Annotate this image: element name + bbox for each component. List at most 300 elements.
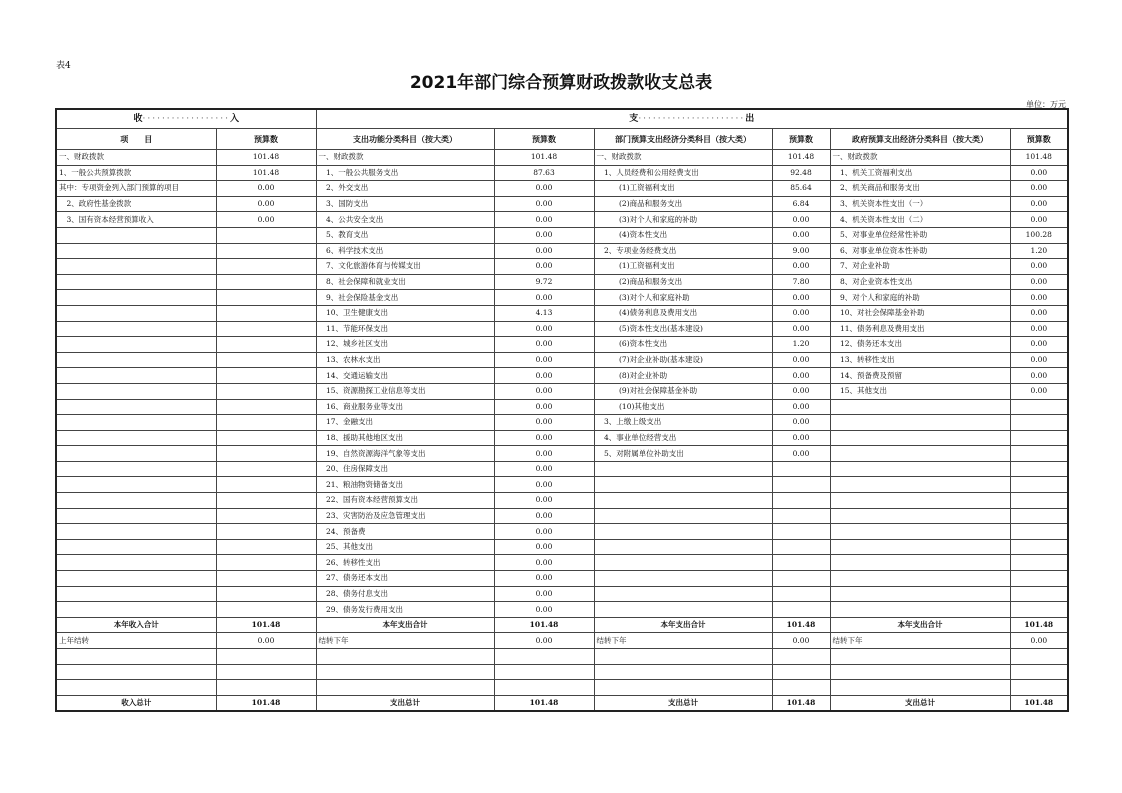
- value-cell: 9.72: [494, 274, 594, 290]
- header-cell: 支出功能分类科目（按大类）: [316, 129, 494, 150]
- value-cell: 0.00: [1010, 305, 1068, 321]
- table-row: [56, 305, 1068, 321]
- value-cell: 0.00: [494, 337, 594, 353]
- year-total-row: [56, 617, 1068, 633]
- value-cell: 0.00: [772, 259, 830, 275]
- table-row: [56, 493, 1068, 509]
- label-cell: [56, 649, 216, 665]
- value-cell: 101.48: [1010, 617, 1068, 633]
- value-cell: [216, 477, 316, 493]
- label-cell: 一、财政拨款: [594, 150, 772, 166]
- value-cell: 0.00: [1010, 259, 1068, 275]
- value-cell: 4.13: [494, 305, 594, 321]
- label-cell: [830, 446, 1010, 462]
- value-cell: 9.00: [772, 243, 830, 259]
- header-cell: 预算数: [494, 129, 594, 150]
- value-cell: 0.00: [772, 633, 830, 649]
- value-cell: [772, 539, 830, 555]
- label-cell: 26、转移性支出: [316, 555, 494, 571]
- value-cell: [216, 321, 316, 337]
- table-row: [56, 181, 1068, 197]
- label-cell: [830, 524, 1010, 540]
- value-cell: 0.00: [494, 602, 594, 618]
- label-cell: (9)对社会保障基金补助: [594, 383, 772, 399]
- label-cell: (5)资本性支出(基本建设): [594, 321, 772, 337]
- label-cell: [56, 539, 216, 555]
- label-cell: 结转下年: [830, 633, 1010, 649]
- value-cell: [216, 243, 316, 259]
- label-cell: 9、社会保险基金支出: [316, 290, 494, 306]
- header-cell: 预算数: [1010, 129, 1068, 150]
- value-cell: [216, 539, 316, 555]
- label-cell: [830, 571, 1010, 587]
- value-cell: [216, 680, 316, 696]
- table-row: [56, 274, 1068, 290]
- value-cell: 0.00: [772, 415, 830, 431]
- value-cell: 0.00: [772, 383, 830, 399]
- table-row: [56, 196, 1068, 212]
- table-row: [56, 430, 1068, 446]
- label-cell: [56, 352, 216, 368]
- value-cell: 101.48: [1010, 695, 1068, 711]
- table-row: [56, 227, 1068, 243]
- value-cell: 101.48: [772, 150, 830, 166]
- label-cell: [316, 649, 494, 665]
- label-cell: 2、政府性基金拨款: [56, 196, 216, 212]
- label-cell: 本年支出合计: [316, 617, 494, 633]
- value-cell: [216, 555, 316, 571]
- label-cell: [594, 477, 772, 493]
- expense-caption: 支······················出: [316, 109, 1068, 129]
- value-cell: 0.00: [1010, 165, 1068, 181]
- value-cell: 0.00: [494, 383, 594, 399]
- value-cell: 0.00: [772, 368, 830, 384]
- label-cell: [56, 555, 216, 571]
- label-cell: 11、债务利息及费用支出: [830, 321, 1010, 337]
- label-cell: [830, 649, 1010, 665]
- value-cell: [1010, 430, 1068, 446]
- label-cell: 5、对附属单位补助支出: [594, 446, 772, 462]
- label-cell: 一、财政拨款: [830, 150, 1010, 166]
- value-cell: [216, 305, 316, 321]
- value-cell: [772, 602, 830, 618]
- label-cell: [56, 321, 216, 337]
- label-cell: [56, 508, 216, 524]
- label-cell: 17、金融支出: [316, 415, 494, 431]
- label-cell: [56, 602, 216, 618]
- value-cell: 0.00: [772, 352, 830, 368]
- value-cell: [216, 399, 316, 415]
- label-cell: [56, 446, 216, 462]
- label-cell: [830, 477, 1010, 493]
- label-cell: [56, 477, 216, 493]
- table-row: [56, 508, 1068, 524]
- value-cell: [772, 477, 830, 493]
- label-cell: [594, 539, 772, 555]
- page-title: 2021年部门综合预算财政拨款收支总表: [409, 73, 713, 93]
- table-row: [56, 399, 1068, 415]
- value-cell: [216, 337, 316, 353]
- header-cell: 项 目: [56, 129, 216, 150]
- label-cell: 15、其他支出: [830, 383, 1010, 399]
- table-row: [56, 602, 1068, 618]
- label-cell: [56, 305, 216, 321]
- value-cell: [216, 383, 316, 399]
- label-cell: 5、教育支出: [316, 227, 494, 243]
- income-caption: 收··················入: [56, 109, 316, 129]
- value-cell: [772, 555, 830, 571]
- label-cell: [594, 649, 772, 665]
- label-cell: 22、国有资本经营预算支出: [316, 493, 494, 509]
- label-cell: [56, 227, 216, 243]
- label-cell: 3、国防支出: [316, 196, 494, 212]
- value-cell: [1010, 415, 1068, 431]
- value-cell: 0.00: [1010, 290, 1068, 306]
- label-cell: 1、一般公共服务支出: [316, 165, 494, 181]
- value-cell: [216, 524, 316, 540]
- value-cell: 0.00: [494, 446, 594, 462]
- value-cell: 0.00: [494, 368, 594, 384]
- label-cell: [594, 508, 772, 524]
- carry-over-row: [56, 633, 1068, 649]
- label-cell: [56, 243, 216, 259]
- label-cell: [56, 461, 216, 477]
- table-row: [56, 477, 1068, 493]
- label-cell: (6)资本性支出: [594, 337, 772, 353]
- value-cell: [1010, 461, 1068, 477]
- value-cell: 0.00: [494, 290, 594, 306]
- value-cell: 0.00: [1010, 633, 1068, 649]
- label-cell: 9、对个人和家庭的补助: [830, 290, 1010, 306]
- table-row: [56, 539, 1068, 555]
- label-cell: [594, 524, 772, 540]
- label-cell: [594, 664, 772, 680]
- label-cell: [56, 415, 216, 431]
- label-cell: 1、人员经费和公用经费支出: [594, 165, 772, 181]
- label-cell: 结转下年: [316, 633, 494, 649]
- label-cell: [830, 415, 1010, 431]
- label-cell: (2)商品和服务支出: [594, 274, 772, 290]
- value-cell: 0.00: [494, 633, 594, 649]
- value-cell: [216, 664, 316, 680]
- table-row: [56, 524, 1068, 540]
- value-cell: 0.00: [494, 493, 594, 509]
- value-cell: 0.00: [1010, 337, 1068, 353]
- label-cell: [56, 524, 216, 540]
- label-cell: [316, 664, 494, 680]
- value-cell: [1010, 680, 1068, 696]
- value-cell: [1010, 602, 1068, 618]
- label-cell: 3、机关资本性支出（一）: [830, 196, 1010, 212]
- empty-row: [56, 649, 1068, 665]
- value-cell: 85.64: [772, 181, 830, 197]
- label-cell: [830, 664, 1010, 680]
- label-cell: 25、其他支出: [316, 539, 494, 555]
- header-cell: 政府预算支出经济分类科目（按大类）: [830, 129, 1010, 150]
- value-cell: 0.00: [494, 259, 594, 275]
- label-cell: [830, 493, 1010, 509]
- label-cell: 5、对事业单位经常性补助: [830, 227, 1010, 243]
- value-cell: [772, 508, 830, 524]
- label-cell: (2)商品和服务支出: [594, 196, 772, 212]
- value-cell: 0.00: [494, 430, 594, 446]
- value-cell: 92.48: [772, 165, 830, 181]
- label-cell: 其中：专项资金列入部门预算的项目: [56, 181, 216, 197]
- value-cell: [494, 680, 594, 696]
- value-cell: [216, 227, 316, 243]
- label-cell: 21、粮油物资储备支出: [316, 477, 494, 493]
- value-cell: 101.48: [216, 150, 316, 166]
- value-cell: [1010, 649, 1068, 665]
- label-cell: 7、文化旅游体育与传媒支出: [316, 259, 494, 275]
- value-cell: [216, 508, 316, 524]
- value-cell: 1.20: [1010, 243, 1068, 259]
- value-cell: 0.00: [494, 539, 594, 555]
- value-cell: [216, 461, 316, 477]
- value-cell: [1010, 555, 1068, 571]
- empty-row: [56, 680, 1068, 696]
- label-cell: 14、交通运输支出: [316, 368, 494, 384]
- value-cell: [772, 524, 830, 540]
- value-cell: [216, 493, 316, 509]
- label-cell: [56, 290, 216, 306]
- value-cell: 0.00: [494, 243, 594, 259]
- value-cell: 0.00: [772, 305, 830, 321]
- label-cell: 6、对事业单位资本性补助: [830, 243, 1010, 259]
- value-cell: [216, 602, 316, 618]
- value-cell: 101.48: [772, 695, 830, 711]
- label-cell: 12、债务还本支出: [830, 337, 1010, 353]
- value-cell: [772, 571, 830, 587]
- value-cell: [494, 664, 594, 680]
- value-cell: [1010, 477, 1068, 493]
- label-cell: [830, 602, 1010, 618]
- label-cell: [594, 493, 772, 509]
- label-cell: 4、机关资本性支出（二）: [830, 212, 1010, 228]
- value-cell: [216, 586, 316, 602]
- label-cell: 支出总计: [594, 695, 772, 711]
- value-cell: 0.00: [494, 212, 594, 228]
- value-cell: 0.00: [1010, 181, 1068, 197]
- value-cell: 0.00: [494, 477, 594, 493]
- label-cell: 7、对企业补助: [830, 259, 1010, 275]
- label-cell: (1)工资福利支出: [594, 181, 772, 197]
- label-cell: [56, 680, 216, 696]
- label-cell: (8)对企业补助: [594, 368, 772, 384]
- value-cell: [216, 415, 316, 431]
- table-row: [56, 150, 1068, 166]
- table-row: [56, 586, 1068, 602]
- table-row: [56, 446, 1068, 462]
- label-cell: 28、债务付息支出: [316, 586, 494, 602]
- label-cell: 2、机关商品和服务支出: [830, 181, 1010, 197]
- value-cell: [1010, 508, 1068, 524]
- label-cell: 支出总计: [316, 695, 494, 711]
- value-cell: [1010, 446, 1068, 462]
- value-cell: 6.84: [772, 196, 830, 212]
- value-cell: [772, 680, 830, 696]
- label-cell: [316, 680, 494, 696]
- label-cell: 本年收入合计: [56, 617, 216, 633]
- label-cell: 2、专项业务经费支出: [594, 243, 772, 259]
- label-cell: (7)对企业补助(基本建设): [594, 352, 772, 368]
- value-cell: 0.00: [216, 212, 316, 228]
- value-cell: 101.48: [1010, 150, 1068, 166]
- value-cell: 101.48: [216, 617, 316, 633]
- value-cell: 0.00: [1010, 321, 1068, 337]
- label-cell: [56, 664, 216, 680]
- value-cell: 0.00: [772, 399, 830, 415]
- table-row: [56, 461, 1068, 477]
- value-cell: 0.00: [494, 571, 594, 587]
- value-cell: [772, 461, 830, 477]
- label-cell: [830, 539, 1010, 555]
- value-cell: [1010, 539, 1068, 555]
- value-cell: 0.00: [1010, 383, 1068, 399]
- value-cell: 101.48: [494, 150, 594, 166]
- label-cell: [56, 383, 216, 399]
- value-cell: [216, 259, 316, 275]
- label-cell: [594, 602, 772, 618]
- value-cell: 0.00: [494, 586, 594, 602]
- label-cell: [56, 571, 216, 587]
- value-cell: 0.00: [494, 555, 594, 571]
- label-cell: [56, 368, 216, 384]
- value-cell: 0.00: [216, 196, 316, 212]
- label-cell: 12、城乡社区支出: [316, 337, 494, 353]
- value-cell: 7.80: [772, 274, 830, 290]
- value-cell: 0.00: [216, 633, 316, 649]
- value-cell: 101.48: [216, 165, 316, 181]
- value-cell: [216, 571, 316, 587]
- table-row: [56, 290, 1068, 306]
- label-cell: (4)资本性支出: [594, 227, 772, 243]
- value-cell: 0.00: [1010, 368, 1068, 384]
- label-cell: (4)债务利息及费用支出: [594, 305, 772, 321]
- value-cell: [216, 430, 316, 446]
- table-row: [56, 352, 1068, 368]
- label-cell: [56, 430, 216, 446]
- value-cell: 0.00: [494, 524, 594, 540]
- value-cell: 101.48: [494, 617, 594, 633]
- label-cell: [56, 337, 216, 353]
- value-cell: [216, 352, 316, 368]
- value-cell: 0.00: [1010, 352, 1068, 368]
- value-cell: 0.00: [494, 415, 594, 431]
- label-cell: [830, 399, 1010, 415]
- table-row: [56, 243, 1068, 259]
- label-cell: 19、自然资源海洋气象等支出: [316, 446, 494, 462]
- value-cell: 0.00: [494, 461, 594, 477]
- value-cell: [772, 586, 830, 602]
- value-cell: 0.00: [772, 212, 830, 228]
- label-cell: 18、援助其他地区支出: [316, 430, 494, 446]
- value-cell: 87.63: [494, 165, 594, 181]
- table-row: [56, 165, 1068, 181]
- label-cell: 13、转移性支出: [830, 352, 1010, 368]
- header-cell: 预算数: [772, 129, 830, 150]
- value-cell: [494, 649, 594, 665]
- section-caption-row: [56, 109, 1068, 129]
- table-row: [56, 415, 1068, 431]
- label-cell: 1、一般公共预算拨款: [56, 165, 216, 181]
- value-cell: [772, 664, 830, 680]
- label-cell: [830, 461, 1010, 477]
- value-cell: [772, 493, 830, 509]
- value-cell: [216, 274, 316, 290]
- label-cell: 收入总计: [56, 695, 216, 711]
- table-row: [56, 383, 1068, 399]
- value-cell: 0.00: [1010, 196, 1068, 212]
- value-cell: 0.00: [494, 321, 594, 337]
- label-cell: [830, 680, 1010, 696]
- header-cell: 部门预算支出经济分类科目（按大类）: [594, 129, 772, 150]
- label-cell: 上年结转: [56, 633, 216, 649]
- label-cell: 4、事业单位经营支出: [594, 430, 772, 446]
- label-cell: [594, 680, 772, 696]
- value-cell: 0.00: [1010, 212, 1068, 228]
- label-cell: 4、公共安全支出: [316, 212, 494, 228]
- value-cell: [216, 368, 316, 384]
- budget-table: [55, 108, 1069, 712]
- table-row: [56, 212, 1068, 228]
- label-cell: 23、灾害防治及应急管理支出: [316, 508, 494, 524]
- value-cell: 0.00: [772, 227, 830, 243]
- value-cell: 101.48: [772, 617, 830, 633]
- label-cell: 10、对社会保障基金补助: [830, 305, 1010, 321]
- label-cell: [594, 571, 772, 587]
- label-cell: [56, 586, 216, 602]
- value-cell: 0.00: [772, 290, 830, 306]
- table-row: [56, 337, 1068, 353]
- label-cell: 20、住房保障支出: [316, 461, 494, 477]
- label-cell: 16、商业服务业等支出: [316, 399, 494, 415]
- table-row: [56, 555, 1068, 571]
- value-cell: 0.00: [494, 227, 594, 243]
- label-cell: 6、科学技术支出: [316, 243, 494, 259]
- empty-row: [56, 664, 1068, 680]
- value-cell: [1010, 571, 1068, 587]
- label-cell: 8、对企业资本性支出: [830, 274, 1010, 290]
- label-cell: (10)其他支出: [594, 399, 772, 415]
- label-cell: 27、债务还本支出: [316, 571, 494, 587]
- label-cell: 13、农林水支出: [316, 352, 494, 368]
- label-cell: 一、财政拨款: [56, 150, 216, 166]
- value-cell: 0.00: [494, 181, 594, 197]
- value-cell: 0.00: [494, 508, 594, 524]
- label-cell: [830, 508, 1010, 524]
- label-cell: 3、国有资本经营预算收入: [56, 212, 216, 228]
- value-cell: 101.48: [216, 695, 316, 711]
- label-cell: (3)对个人和家庭补助: [594, 290, 772, 306]
- label-cell: [56, 259, 216, 275]
- label-cell: [56, 493, 216, 509]
- unit-label: 单位：万元: [1026, 100, 1066, 109]
- value-cell: [1010, 399, 1068, 415]
- value-cell: [1010, 586, 1068, 602]
- value-cell: 0.00: [772, 321, 830, 337]
- value-cell: 100.28: [1010, 227, 1068, 243]
- label-cell: 8、社会保障和就业支出: [316, 274, 494, 290]
- label-cell: 结转下年: [594, 633, 772, 649]
- label-cell: 3、上缴上级支出: [594, 415, 772, 431]
- label-cell: [594, 586, 772, 602]
- table-row: [56, 259, 1068, 275]
- label-cell: [56, 399, 216, 415]
- value-cell: 0.00: [494, 399, 594, 415]
- grand-total-row: [56, 695, 1068, 711]
- label-cell: 10、卫生健康支出: [316, 305, 494, 321]
